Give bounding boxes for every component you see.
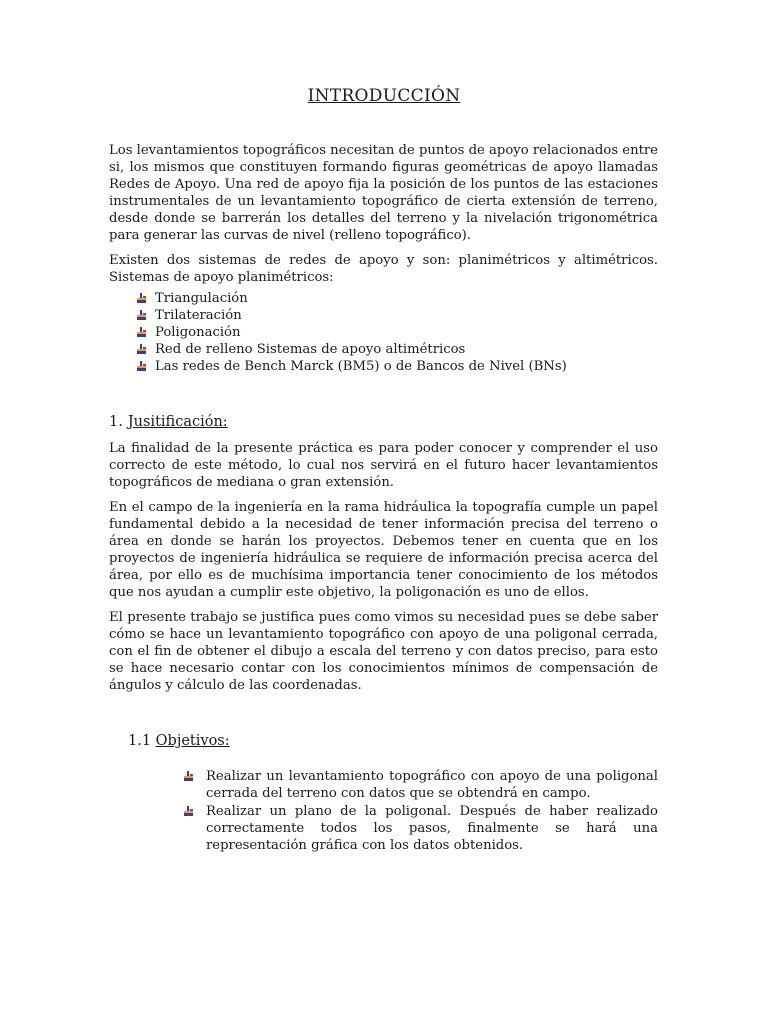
list-item-text: Poligonación bbox=[155, 325, 241, 340]
justificacion-paragraph-3: El presente trabajo se justifica pues como vimos su necesidad pues se debe saber cómo se hace un levantamiento topográfico con apoyo de una poligonal cerrada, con el fin de obtener el dibujo a escala del terreno y con datos preciso, para esto se hace necesario contar con los conocimientos mínimos de compensación de ángulos y cálculo de las coordenadas. bbox=[109, 610, 658, 693]
list-item bbox=[137, 358, 658, 375]
list-item-text: Triangulación bbox=[155, 291, 248, 306]
justificacion-paragraph-1: La finalidad de la presente práctica es para poder conocer y comprender el uso correcto de este método, lo cual nos servirá en el futuro hacer levantamientos topográficos de mediana o gran extensión. bbox=[109, 441, 658, 490]
bullet-icon bbox=[137, 361, 147, 371]
section-heading-objetivos bbox=[128, 732, 658, 750]
list-item bbox=[137, 290, 658, 307]
section-number: 1. bbox=[109, 414, 123, 430]
list-item-text: Red de relleno Sistemas de apoyo altimétricos bbox=[155, 342, 466, 357]
list-item-text: Trilateración bbox=[155, 308, 242, 323]
list-item bbox=[137, 324, 658, 341]
intro-paragraph-2: Existen dos sistemas de redes de apoyo y son: planimétricos y altimétricos. Sistemas de apoyo planimétricos: bbox=[109, 253, 658, 285]
page-title: INTRODUCCIÓN bbox=[307, 86, 461, 106]
bullet-icon bbox=[137, 344, 147, 354]
list-item bbox=[137, 341, 658, 358]
objectives-list bbox=[109, 768, 658, 854]
list-item-text: Las redes de Bench Marck (BM5) o de Bancos de Nivel (BNs) bbox=[155, 359, 567, 374]
list-item bbox=[137, 307, 658, 324]
section-title: Jusitificación: bbox=[127, 414, 228, 430]
document-body bbox=[109, 142, 658, 854]
section-number: 1.1 bbox=[128, 733, 152, 749]
bullet-icon bbox=[184, 771, 194, 781]
bullet-icon bbox=[137, 327, 147, 337]
bullet-icon bbox=[137, 293, 147, 303]
bullet-icon bbox=[137, 310, 147, 320]
intro-paragraph-1: Los levantamientos topográficos necesitan de puntos de apoyo relacionados entre si, los mismos que constituyen formando figuras geométricas de apoyo llamadas Redes de Apoyo. Una red de apoyo fija la posición de los puntos de las estaciones instrumentales de un levantamiento topográfico de cierta extensión de terreno, desde donde se barrerán los detalles del terreno y la nivelación trigonométrica para generar las curvas de nivel (relleno topográfico). bbox=[109, 143, 658, 243]
list-item bbox=[184, 768, 658, 802]
section-title: Objetivos: bbox=[155, 733, 230, 749]
list-item-text: Realizar un plano de la poligonal. Después de haber realizado correctamente todos los pasos, finalmente se hará una representación gráfica con los datos obtenidos. bbox=[206, 804, 658, 853]
bullet-icon bbox=[184, 806, 194, 816]
planimetric-systems-list bbox=[109, 290, 658, 375]
list-item bbox=[184, 803, 658, 854]
list-item-text: Realizar un levantamiento topográfico con apoyo de una poligonal cerrada del terreno con datos que se obtendrá en campo. bbox=[206, 769, 658, 801]
justificacion-paragraph-2: En el campo de la ingeniería en la rama hidráulica la topografía cumple un papel fundamental debido a la necesidad de tener información precisa del terreno o área en donde se harán los proyectos. Debemos tener en cuenta que en los proyectos de ingeniería hidráulica se requiere de información precisa acerca del área, por ello es de muchísima importancia tener conocimiento de los métodos que nos ayudan a cumplir este objetivo, la poligonación es uno de ellos. bbox=[109, 500, 658, 600]
section-heading-justificacion bbox=[109, 413, 658, 431]
